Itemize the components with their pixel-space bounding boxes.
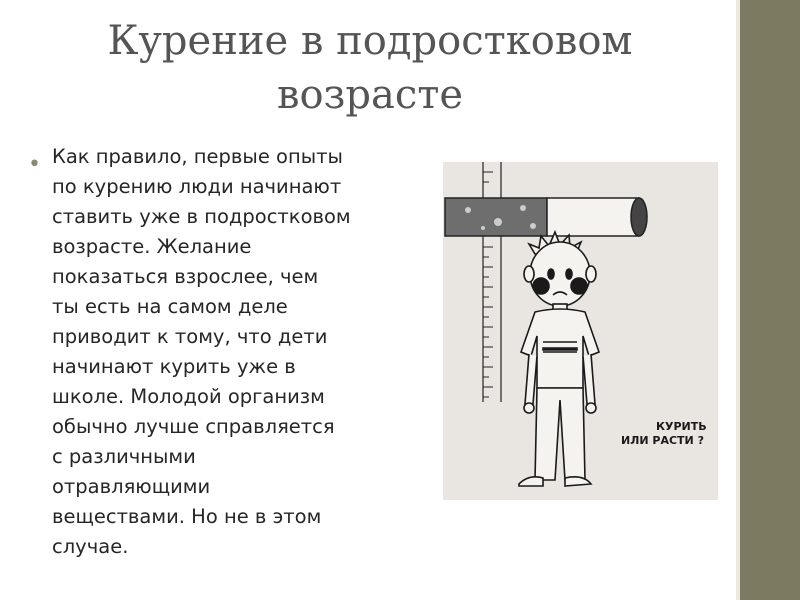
caption-line-1: КУРИТЬ (656, 420, 707, 433)
slide-title: Курение в подростковом возрасте (107, 18, 633, 118)
caption-line-2: ИЛИ РАСТИ ? (621, 434, 704, 447)
bullet-icon: • (28, 152, 41, 177)
boy-figure (519, 232, 599, 486)
illustration-caption (621, 420, 707, 447)
right-decorative-band (740, 0, 800, 600)
cigarette (445, 198, 647, 236)
boy-measuring-height-drawing (443, 162, 718, 500)
slide-body-text: Как правило, первые опыты по курению люди начинают ставить уже в подростковом возрасте. Желание показаться взрослее, чем ты есть на самом деле приводит к тому, что дети начинают курить уже в школе. Молодой организм обычно лучше справляется с различными отравляющими веществами. Но не в этом случае. (52, 145, 351, 558)
illustration (443, 162, 718, 500)
